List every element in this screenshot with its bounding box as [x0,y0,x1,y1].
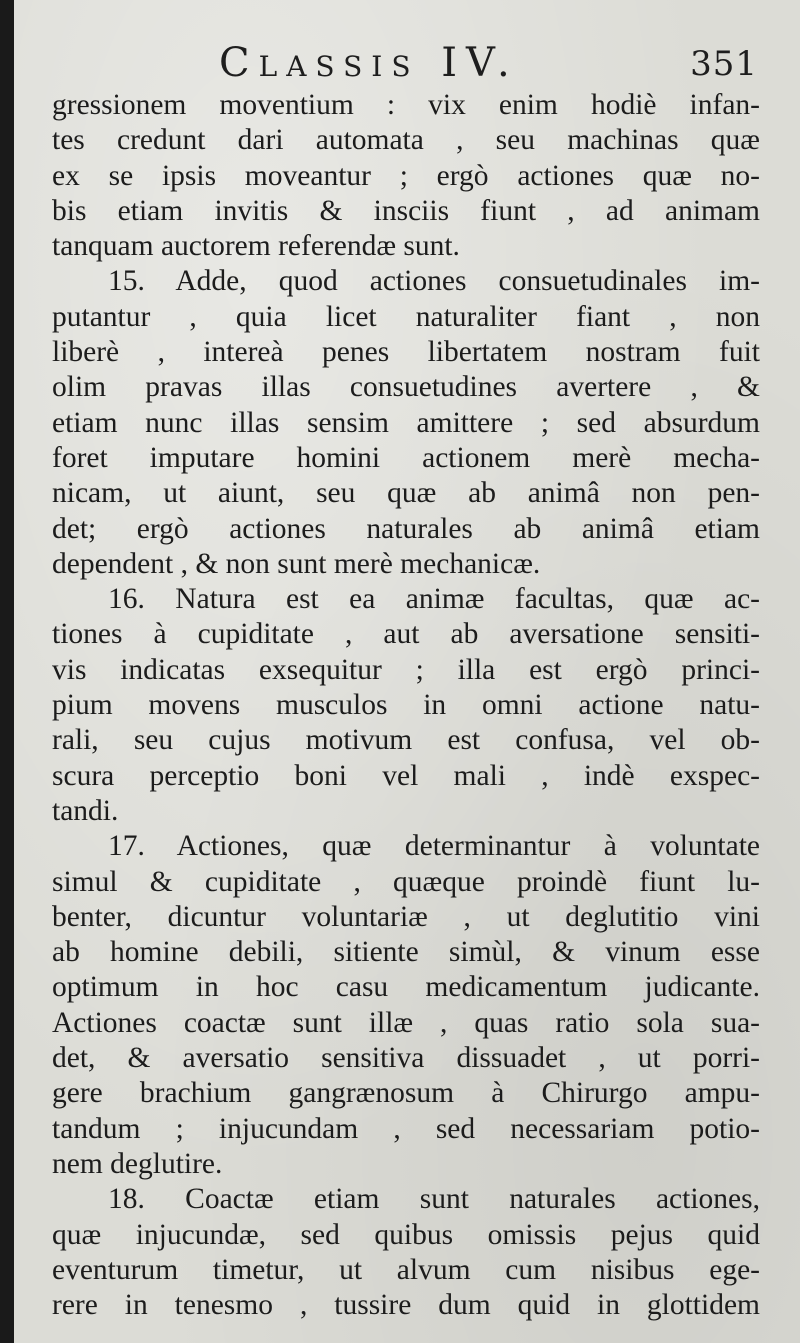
text-line: olim pravas illas consuetudines avertere , & [52,371,760,404]
text-line: nicam, ut aiunt, seu quæ ab animâ non pen- [52,477,760,510]
text-line: rali, seu cujus motivum est confusa, vel ob- [52,724,760,757]
page-header [14,40,800,90]
text-line: simul & cupiditate , quæque proindè fiunt lu- [52,865,760,898]
running-head: Classis IV. [219,40,519,86]
text-line: tanquam auctorem referendæ sunt. [52,230,460,263]
text-line: eventurum timetur, ut alvum cum nisibus ege- [52,1253,760,1286]
text-line: rere in tenesmo , tussire dum quid in glottidem [52,1289,760,1322]
text-line: liberè , intereà penes libertatem nostram fuit [52,336,760,369]
text-line: gressionem moventium : vix enim hodiè infan- [52,89,760,121]
text-line: ex se ipsis moveantur ; ergò actiones quæ no- [52,159,760,192]
text-line: gere brachium gangrænosum à Chirurgo ampu- [52,1077,760,1110]
book-page [14,0,800,1343]
text-line: pium movens musculos in omni actione natu- [52,689,760,722]
paragraph-17-start: 17. Actiones, quæ determinantur à voluntate [108,830,760,863]
text-line: quæ injucundæ, sed quibus omissis pejus quid [52,1218,760,1251]
text-line: vis indicatas exsequitur ; illa est ergò princi- [52,653,760,686]
text-line: det, & aversatio sensitiva dissuadet , ut porri- [52,1042,760,1075]
text-line: det; ergò actiones naturales ab animâ etiam [52,512,760,545]
page-number: 351 [690,44,758,84]
text-line: benter, dicuntur voluntariæ , ut deglutitio vini [52,900,760,933]
text-line: nem deglutire. [52,1147,223,1180]
text-line: bis etiam invitis & insciis fiunt , ad animam [52,194,760,227]
paragraph-15-start: 15. Adde, quod actiones consuetudinales im- [108,265,760,298]
text-line: dependent , & non sunt merè mechanicæ. [52,547,541,580]
text-line: tandi. [52,794,119,827]
text-line: ab homine debili, sitiente simùl, & vinum esse [52,936,760,969]
text-line: optimum in hoc casu medicamentum judicante. [52,971,760,1004]
text-line: tes credunt dari automata , seu machinas quæ [52,124,760,157]
text-line: foret imputare homini actionem merè mecha- [52,441,760,474]
paragraph-18-start: 18. Coactæ etiam sunt naturales actiones, [108,1183,760,1216]
text-line: Actiones coactæ sunt illæ , quas ratio sola sua- [52,1006,760,1039]
text-line: scura perceptio boni vel mali , indè exspec- [52,759,760,792]
body-text [52,88,760,1323]
text-line: tiones à cupiditate , aut ab aversatione sensiti- [52,618,760,651]
text-line: etiam nunc illas sensim amittere ; sed absurdum [52,406,760,439]
text-line: putantur , quia licet naturaliter fiant , non [52,300,760,333]
text-line: tandum ; injucundam , sed necessariam potio- [52,1112,760,1145]
paragraph-16-start: 16. Natura est ea animæ facultas, quæ ac- [108,583,760,616]
